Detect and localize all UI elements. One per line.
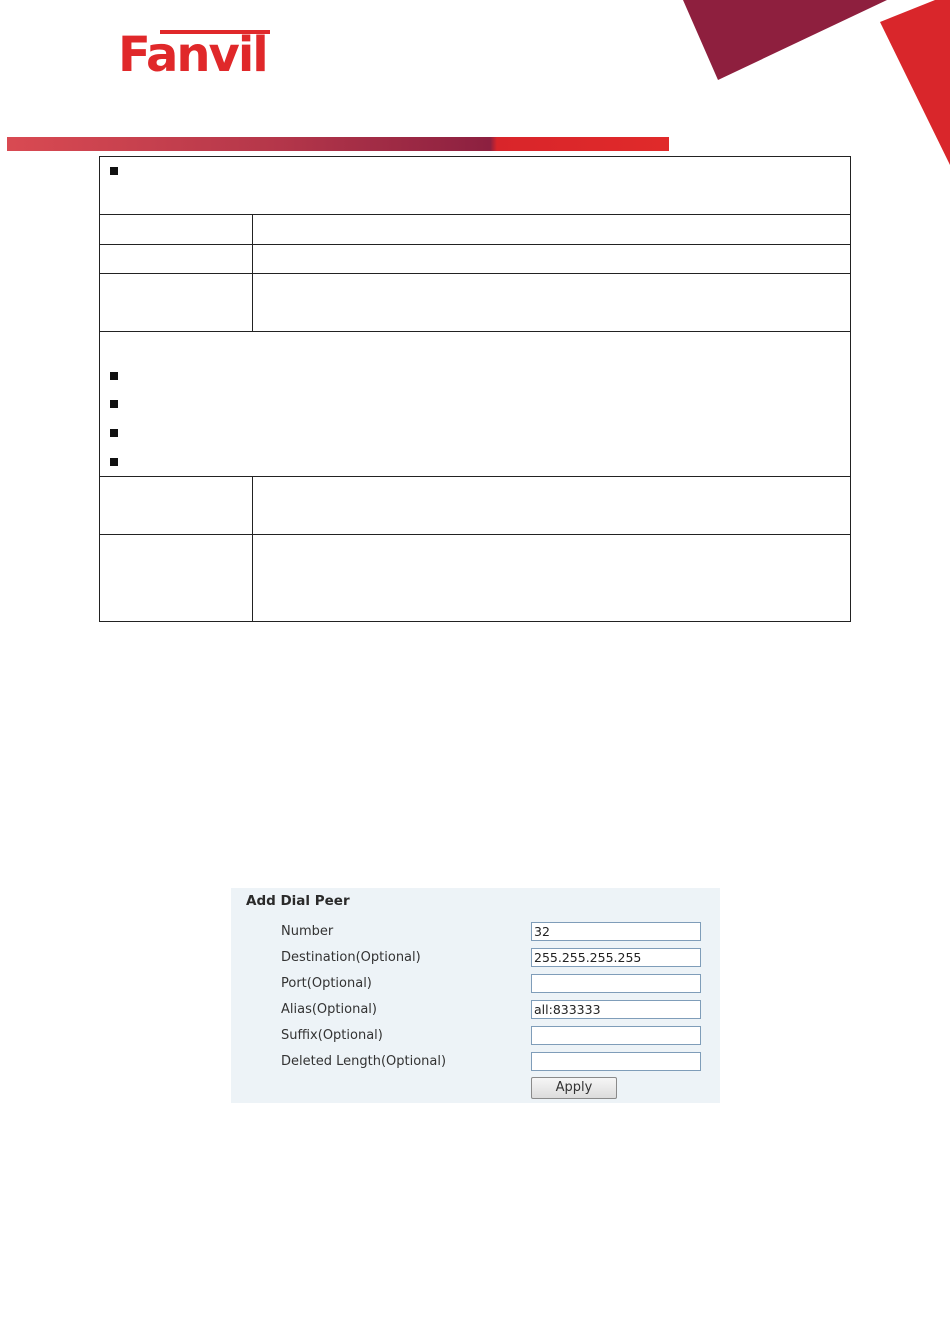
number-label: Number xyxy=(281,924,334,939)
suffix-input[interactable] xyxy=(531,1026,701,1045)
port-row xyxy=(231,974,720,996)
number-row xyxy=(231,922,720,944)
alias-row xyxy=(231,1000,720,1022)
header-color-bar xyxy=(7,137,669,151)
alias-label: Alias(Optional) xyxy=(281,1002,377,1017)
destination-label: Destination(Optional) xyxy=(281,950,421,965)
panel-title: Add Dial Peer xyxy=(246,893,350,909)
deleted-length-label: Deleted Length(Optional) xyxy=(281,1054,447,1069)
apply-button[interactable]: Apply xyxy=(531,1077,617,1099)
fanvil-logo xyxy=(118,26,278,76)
port-input[interactable] xyxy=(531,974,701,993)
port-label: Port(Optional) xyxy=(281,976,372,991)
deleted-length-input[interactable] xyxy=(531,1052,701,1071)
deleted-length-row xyxy=(231,1052,720,1074)
svg-text:Fanvil: Fanvil xyxy=(118,27,267,76)
bullet-marker xyxy=(110,167,118,175)
bullet-marker xyxy=(110,429,118,437)
number-input[interactable]: 32 xyxy=(531,922,701,941)
alias-input[interactable]: all:833333 xyxy=(531,1000,701,1019)
bullet-marker xyxy=(110,372,118,380)
destination-input[interactable]: 255.255.255.255 xyxy=(531,948,701,967)
suffix-row xyxy=(231,1026,720,1048)
add-dial-peer-panel xyxy=(231,888,720,1103)
parameter-table xyxy=(99,156,851,622)
destination-row xyxy=(231,948,720,970)
suffix-label: Suffix(Optional) xyxy=(281,1028,383,1043)
bullet-marker xyxy=(110,400,118,408)
bullet-marker xyxy=(110,458,118,466)
